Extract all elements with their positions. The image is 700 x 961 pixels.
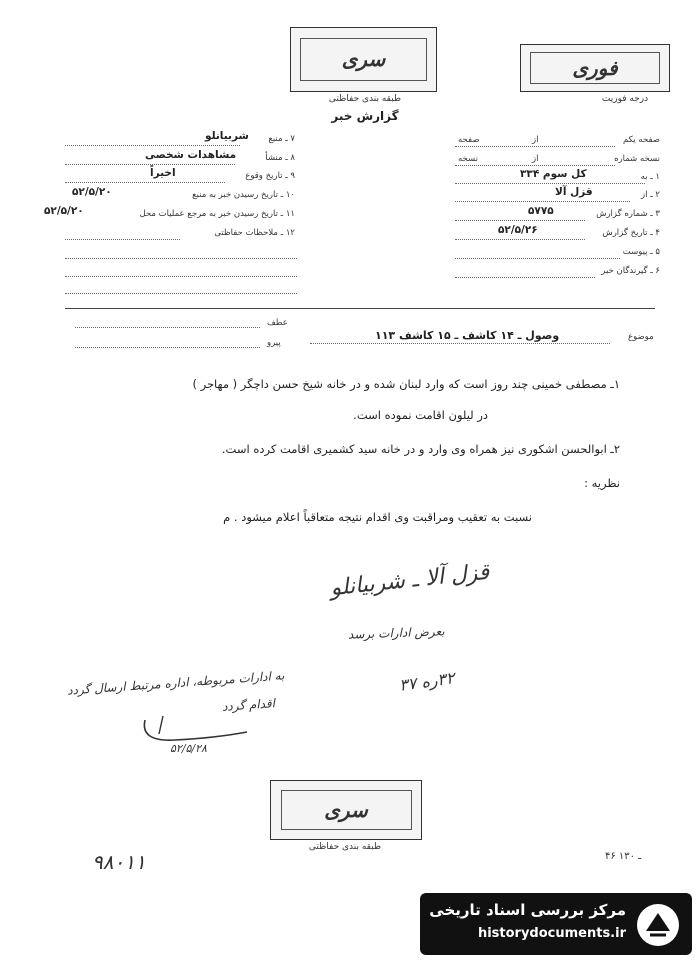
page-of: از [532,135,539,145]
handwritten-signature-note: قزل آلا ـ شربیانلو [329,559,491,602]
copy-unit: نسخه [458,154,478,164]
handwritten-date: ۵۲/۵/۲۸ [170,742,207,755]
handwritten-instruction-2: اقدام گردد [221,696,276,714]
report-number-label: ۳ ـ شماره گزارش [596,209,660,219]
origin-value: مشاهدات شخصی [145,149,237,161]
to-label: ۱ ـ به [640,172,660,182]
ref-label-1: عطف [267,318,288,328]
opinion-text: نسبت به تعقیب ومراقبت وی اقدام نتیجه متعاقباً اعلام میشود . م [223,510,532,524]
handwritten-forward-note: بعرض ادارات برسد [348,624,446,642]
classification-label-top: طبقه بندی حفاظتی [328,94,402,104]
event-date-value: اخیراً [150,167,176,179]
page-unit: صفحه [458,135,480,145]
classification-stamp-top [290,27,437,92]
urgency-stamp-text: فوری [530,52,659,84]
classification-stamp-bottom [270,780,422,840]
handwritten-code-note: ۳۲ره ۳۷ [398,668,457,695]
report-title: گزارش خبر [331,109,399,123]
received-ops-value: ۵۲/۵/۲۰ [44,205,84,217]
archive-logo-icon [634,901,682,949]
opinion-label: نظریه : [584,476,620,490]
report-date-value: ۵۲/۵/۲۶ [498,224,538,236]
document-number: ۹۸۰۱۱ [92,850,146,874]
source-value: شربیانلو [205,130,249,142]
source-label: ۷ ـ منبع [268,134,295,144]
copy-label: نسخه شماره [614,154,660,164]
to-value: کل سوم ۳۳۴ [520,168,587,180]
ref-label-2: پیرو [267,338,281,348]
subject-label: موضوع [628,332,654,342]
from-label: ۲ ـ از [641,190,660,200]
watermark-url: historydocuments.ir [477,926,626,941]
received-ops-label: ۱۱ ـ تاریخ رسیدن خبر به مرجع عملیات محل [139,209,295,219]
report-date-label: ۴ ـ تاریخ گزارش [602,228,660,238]
classification-stamp-top-text: سری [300,38,427,82]
urgency-stamp [520,44,670,92]
copy-of: از [532,154,539,164]
classification-stamp-bottom-text: سری [281,790,412,830]
report-number-value: ۵۷۷۵ [528,205,554,217]
received-source-value: ۵۲/۵/۲۰ [72,186,112,198]
recipients-label: ۶ ـ گیرندگان خبر [601,266,660,276]
notes-label: ۱۲ ـ ملاحظات حفاظتی [214,228,295,238]
body-p1-line2: در لیلون اقامت نموده است. [353,408,488,422]
header-divider [65,308,655,309]
body-p2-line1: ۲ـ ابوالحسن اشکوری نیز همراه وی وارد و در خانه سید کشمیری اقامت کرده است. [221,442,620,456]
watermark-title: مرکز بررسی اسناد تاریخی [429,901,626,919]
subject-value: وصول ـ ۱۴ کاشف ـ ۱۵ کاشف ۱۱۳ [375,329,560,342]
body-p1-line1: ۱ـ مصطفی خمینی چند روز است که وارد لبنان شده و در خانه شیخ حسن داچگر ( مهاجر ) [192,377,620,391]
watermark-block [420,893,692,955]
origin-label: ۸ ـ منشأ [265,153,295,163]
classification-label-bottom: طبقه بندی حفاظتی [308,842,382,852]
page-label: صفحه یکم [623,135,660,145]
urgency-label: درجه فوریت [601,94,649,104]
event-date-label: ۹ ـ تاریخ وقوع [245,171,295,181]
received-source-label: ۱۰ ـ تاریخ رسیدن خبر به منبع [192,190,295,200]
attachment-label: ۵ ـ پیوست [622,247,660,257]
handwritten-instruction: به ادارات مربوطه، اداره مرتبط ارسال گردد [67,668,286,698]
from-value: قزل آلا [555,186,593,198]
document-code: ۴۶ ـ ۱۳۰ [605,851,642,862]
